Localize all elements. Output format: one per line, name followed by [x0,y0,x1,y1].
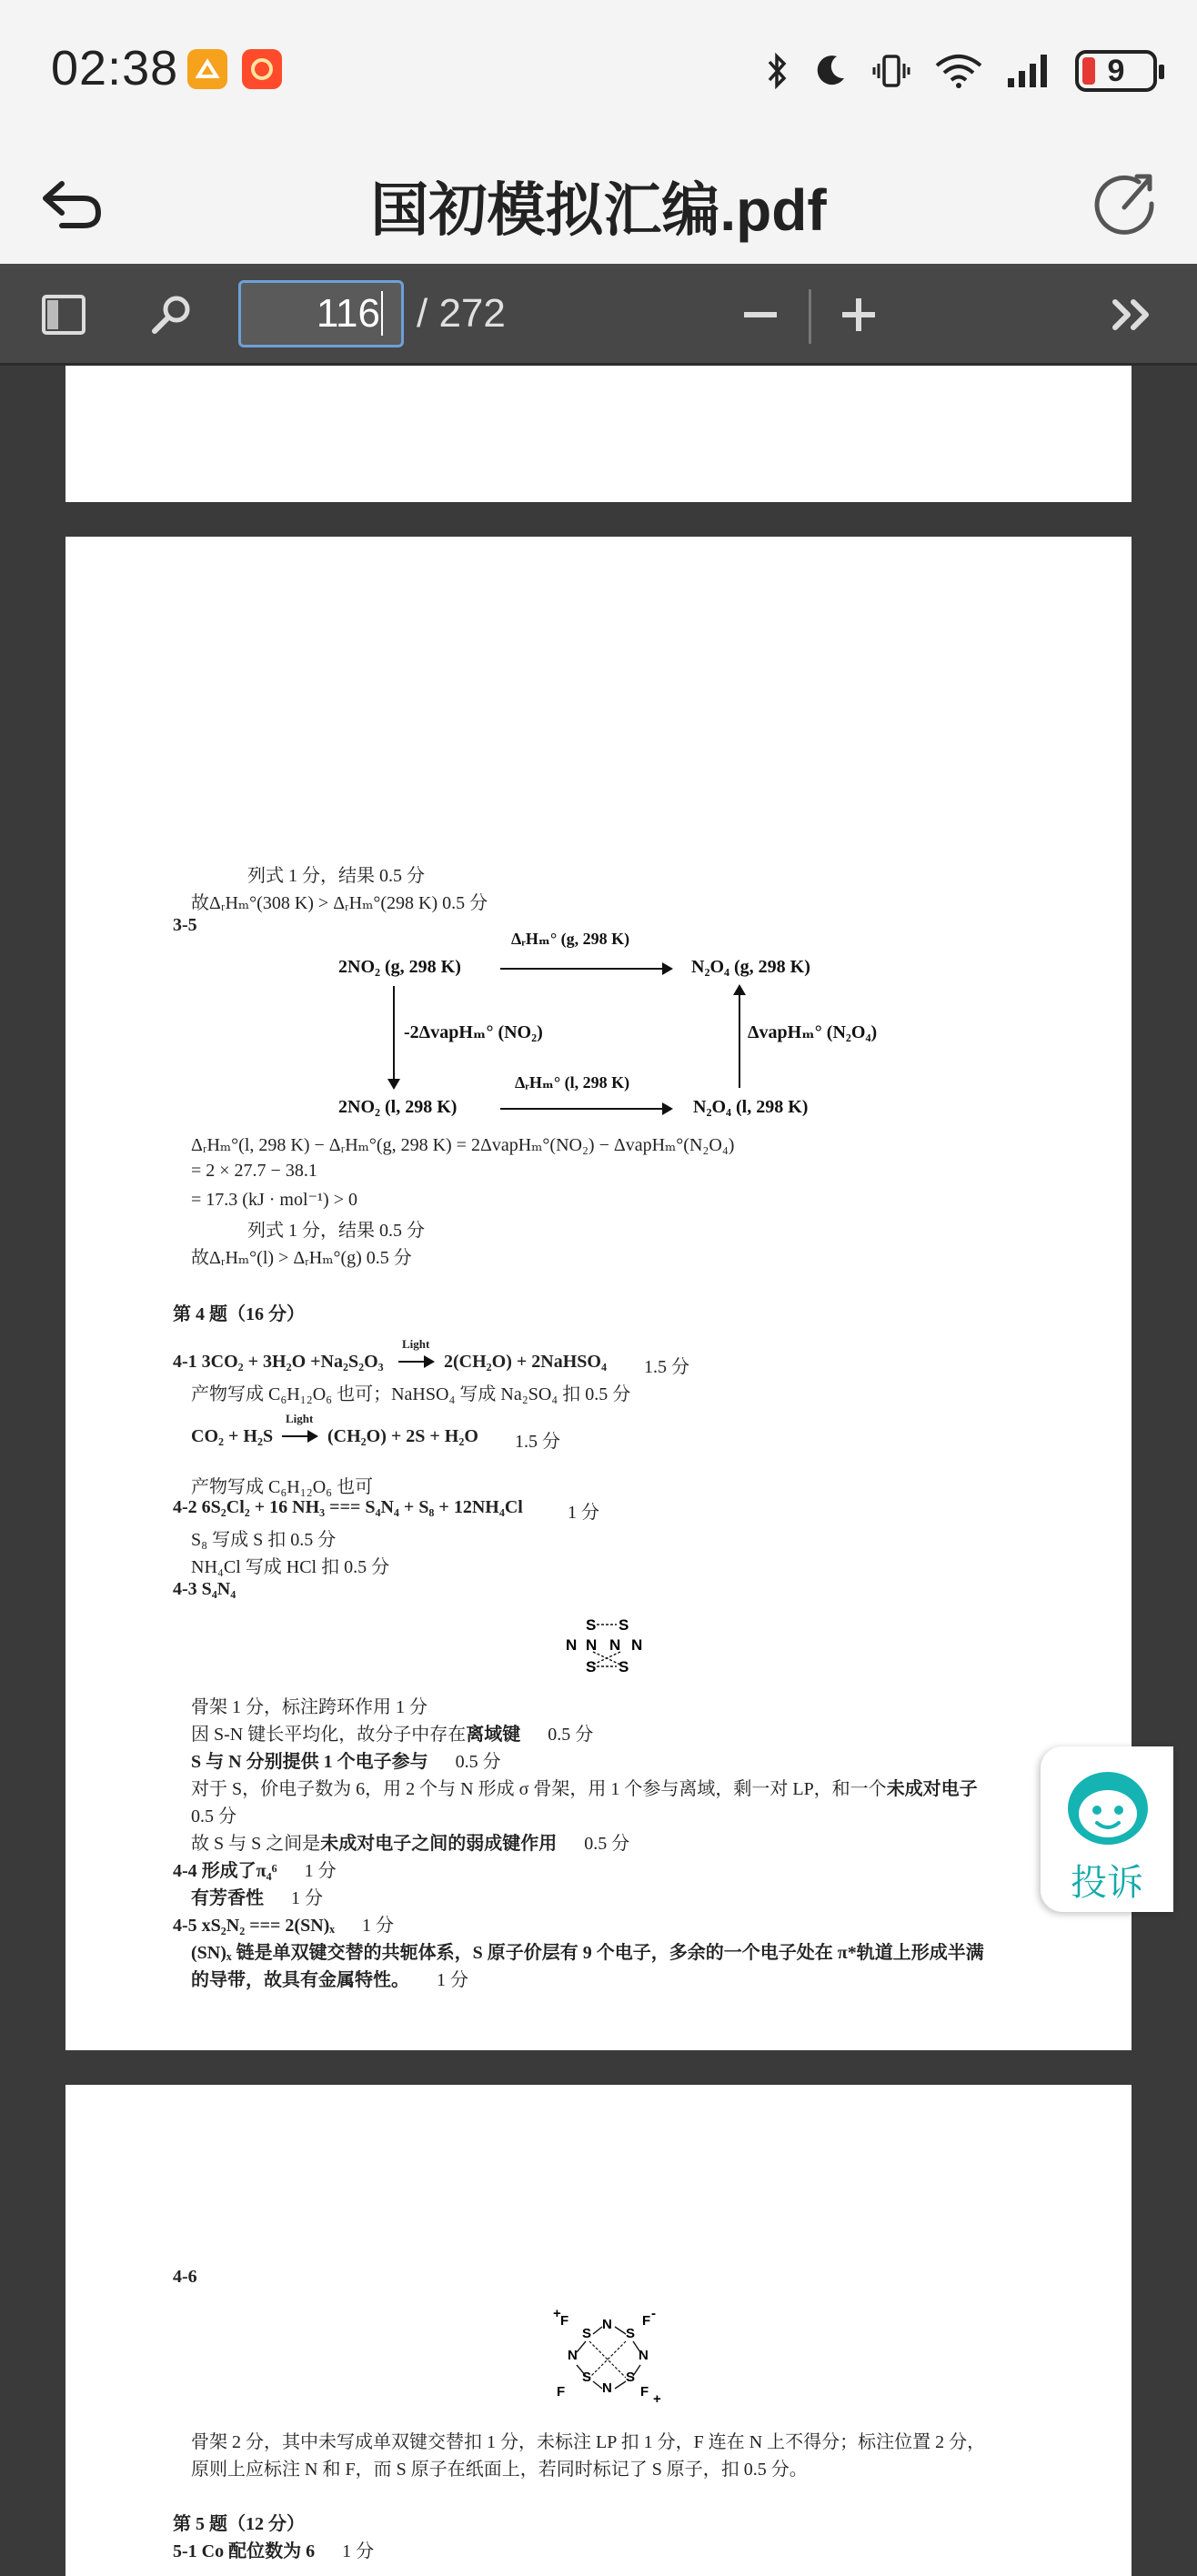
status-bar [0,0,1197,144]
doc-line: 骨架 2 分，其中未写成单双键交替扣 1 分，未标注 LP 扣 1 分，F 连在 N 上不得分；标注位置 2 分， [191,2432,986,2452]
doc-heading: 第 5 题（12 分） [173,2514,305,2534]
cycle-node: N₂O₄ (g, 298 K) [691,957,810,977]
more-tools-button[interactable] [1106,287,1161,342]
cycle-label: ΔᵣHₘ° (g, 298 K) [511,930,630,948]
svg-text:F: F [642,2313,651,2329]
doc-line: 列式 1 分，结果 0.5 分 [247,866,425,886]
share-button[interactable] [1088,167,1161,240]
plus-icon [831,287,886,342]
complaint-button[interactable] [1041,1746,1173,1912]
app-notification-icon [187,49,227,89]
doc-line: 列式 1 分，结果 0.5 分 [247,1221,425,1241]
sidebar-icon [36,287,91,342]
cycle-label: -2ΔvapHₘ° (NO₂) [404,1022,543,1042]
doc-arrow-label: Light [402,1337,430,1351]
status-time: 02:38 [51,41,179,96]
page-total: / 272 [417,291,506,336]
doc-line: 产物写成 C₆H₁₂O₆ 也可 [191,1477,374,1497]
doc-score: 1.5 分 [644,1357,689,1377]
doc-arrow-label: Light [286,1412,314,1425]
doc-line: 的导带，故具有金属特性。 1 分 [191,1970,468,1990]
doc-line: 故ΔᵣHₘ°(308 K) > ΔᵣHₘ°(298 K) 0.5 分 [191,893,488,913]
doc-line: 4-4 形成了π₄⁶ 1 分 [173,1861,337,1881]
svg-text:F: F [640,2384,649,2400]
doc-score: 1 分 [568,1503,599,1523]
doc-line: 故ΔᵣHₘ°(l) > ΔᵣHₘ°(g) 0.5 分 [191,1248,412,1268]
svg-text:N: N [631,1636,643,1654]
reaction-arrow [282,1435,317,1437]
svg-text:F: F [557,2384,566,2400]
double-chevron-right-icon [1106,287,1161,342]
doc-equation: 2(CH₂O) + 2NaHSO₄ [444,1352,607,1372]
cycle-node: 2NO₂ (g, 298 K) [338,957,461,977]
search-button[interactable] [146,287,200,342]
svg-text:N: N [586,1636,598,1654]
complaint-label: 投诉 [1071,1862,1143,1904]
cycle-arrow [393,986,395,1088]
cycle-arrow [500,1108,671,1110]
complaint-mascot-icon [1061,1766,1155,1852]
svg-text:S: S [582,2370,592,2385]
doc-line: ΔᵣHₘ°(l, 298 K) − ΔᵣHₘ°(g, 298 K) = 2ΔvapHₘ°(NO₂) − ΔvapHₘ°(N₂O₄) [191,1135,735,1155]
search-icon [146,287,200,342]
doc-line: 原则上应标注 N 和 F，而 S 原子在纸面上，若同时标记了 S 原子，扣 0.5 分。 [191,2460,808,2480]
minus-icon [733,287,788,342]
svg-text:N: N [639,2348,649,2363]
page-number-input[interactable]: 116 [238,280,404,347]
doc-heading: 4-6 [173,2267,197,2287]
zoom-out-button[interactable] [733,287,788,342]
wifi-icon [933,51,984,91]
doc-equation: (CH₂O) + 2S + H₂O [327,1426,478,1446]
doc-line: 0.5 分 [191,1806,236,1826]
doc-score: 1.5 分 [515,1432,560,1452]
title-bar [0,144,1197,264]
svg-text:S: S [626,2370,636,2385]
bluetooth-icon [764,51,791,91]
svg-text:S: S [619,1658,629,1675]
doc-line: S₈ 写成 S 扣 0.5 分 [191,1530,337,1550]
pdf-page-next [65,2085,1132,2576]
moon-icon [813,51,850,91]
svg-text:+: + [653,2391,661,2407]
zoom-in-button[interactable] [831,287,886,342]
document-title: 国初模拟汇编.pdf [370,177,827,243]
pdf-toolbar [0,264,1197,366]
doc-line: 故 S 与 S 之间是未成对电子之间的弱成键作用 0.5 分 [191,1834,630,1854]
doc-equation: 4-5 xS₂N₂ === 2(SN)ₓ 1 分 [173,1916,395,1936]
doc-heading: 3-5 [173,915,197,935]
share-icon [1088,167,1161,240]
pdf-page-prev [65,366,1132,502]
reaction-arrow [398,1361,433,1363]
doc-heading: 第 4 题（16 分） [173,1304,305,1324]
svg-text:N: N [609,1636,621,1654]
cycle-node: N₂O₄ (l, 298 K) [693,1097,809,1117]
battery-percent: 9 [1107,53,1125,88]
sidebar-toggle-button[interactable] [36,287,91,342]
svg-text:N: N [566,1636,578,1654]
cycle-arrow [500,968,671,970]
taobao-notification-icon [242,49,282,89]
pdf-page-current [65,537,1132,2050]
battery-level [1082,57,1095,85]
signal-icon [1006,51,1053,91]
status-icons [764,45,1157,96]
pdf-viewer[interactable] [0,366,1197,2576]
battery-indicator [1075,50,1157,92]
svg-text:N: N [568,2348,578,2363]
doc-line: = 2 × 27.7 − 38.1 [191,1161,317,1181]
doc-line: NH₄Cl 写成 HCl 扣 0.5 分 [191,1557,390,1577]
doc-equation: CO₂ + H₂S [191,1426,274,1446]
svg-text:+: + [553,2306,561,2321]
svg-text:S: S [619,1616,629,1634]
doc-line: = 17.3 (kJ · mol⁻¹) > 0 [191,1190,357,1210]
svg-text:N: N [602,2380,612,2396]
s4n4f4-structure-diagram [549,2305,668,2410]
cycle-node: 2NO₂ (l, 298 K) [338,1097,458,1117]
doc-equation: 4-1 3CO₂ + 3H₂O +Na₂S₂O₃ [173,1352,384,1372]
cycle-label: ΔvapHₘ° (N₂O₄) [748,1022,878,1042]
doc-heading: 4-3 S₄N₄ [173,1579,236,1599]
cycle-label: ΔᵣHₘ° (l, 298 K) [515,1073,630,1092]
vibrate-icon [871,51,911,91]
svg-text:S: S [586,1658,597,1675]
cycle-arrow [739,986,740,1088]
svg-text:S: S [582,2326,592,2341]
svg-text:S: S [586,1616,597,1634]
doc-line: 骨架 1 分，标注跨环作用 1 分 [191,1697,428,1717]
doc-line: 有芳香性 1 分 [191,1888,323,1908]
doc-equation: 4-2 6S₂Cl₂ + 16 NH₃ === S₄N₄ + S₈ + 12NH₄Cl [173,1497,523,1517]
doc-line: (SN)ₓ 链是单双键交替的共轭体系，S 原子价层有 9 个电子，多余的一个电子处在 π*轨道上形成半满 [191,1943,984,1963]
doc-line: 对于 S，价电子数为 6，用 2 个与 N 形成 σ 骨架，用 1 个参与离域，剩一对 LP，和一个未成对电子 [191,1779,978,1799]
s4n4-structure-diagram [557,1614,657,1679]
svg-text:-: - [651,2306,656,2321]
doc-line: 因 S-N 键长平均化，故分子中存在离域键 0.5 分 [191,1725,594,1745]
svg-text:F: F [560,2313,569,2329]
toolbar-separator [809,289,811,344]
svg-text:N: N [602,2317,612,2332]
svg-text:S: S [626,2326,636,2341]
doc-line: 5-1 Co 配位数为 6 1 分 [173,2541,375,2561]
doc-line: 产物写成 C₆H₁₂O₆ 也可；NaHSO₄ 写成 Na₂SO₄ 扣 0.5 分 [191,1384,631,1404]
doc-line: S 与 N 分别提供 1 个电子参与 0.5 分 [191,1752,501,1772]
